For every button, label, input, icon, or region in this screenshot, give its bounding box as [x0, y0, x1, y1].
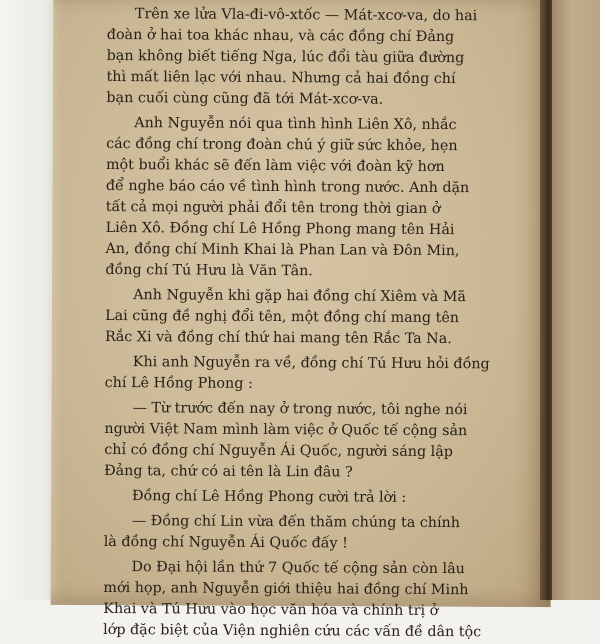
text-line: bạn cuối cùng cũng đã tới Mát-xcơ-va.: [106, 89, 384, 108]
text-line: lớp đặc biệt của Viện nghiên cứu các vấn đề dân tộc: [103, 621, 482, 641]
text-line: một buổi khác sẽ đến làm việc với đoàn kỹ hơn: [105, 156, 445, 176]
paragraph: [105, 285, 515, 351]
text-line: Liên Xô. Đồng chí Lê Hồng Phong mang tên Hải: [105, 219, 455, 239]
text-line: mới họp, anh Nguyễn giới thiệu hai đồng chí Minh: [103, 579, 469, 599]
text-line: Đảng ta, chứ có ai tên là Lin đâu ?: [104, 462, 353, 481]
paragraph: [104, 398, 515, 485]
text-line: để nghe báo cáo về tình hình trong nước. Anh dặn: [105, 177, 470, 197]
text-line: tất cả mọi người phải đổi tên trong thời gian ở: [105, 198, 441, 218]
text-line: Rắc Xi và đồng chí thứ hai mang tên Rắc Ta Na.: [104, 328, 452, 348]
text-line: thì mất liên lạc với nhau. Nhưng cả hai đồng chí: [106, 68, 456, 88]
text-line: — Đồng chí Lin vừa đến thăm chúng ta chính: [131, 513, 461, 532]
text-line: đoàn ở hai toa khác nhau, và các đồng chí Đảng: [106, 26, 455, 46]
text-line: An, đồng chí Minh Khai là Phan Lan và Đôn Min,: [105, 240, 460, 260]
text-line: bạn không biết tiếng Nga, lúc đổi tàu giữa đường: [106, 47, 465, 67]
text-line: chỉ có đồng chí Nguyễn Ái Quốc, người sáng lập: [104, 441, 453, 461]
paragraph: [105, 352, 515, 397]
paragraph: [104, 511, 514, 556]
paragraph: [104, 486, 514, 510]
paragraph: [105, 113, 516, 284]
paragraph: [103, 557, 514, 644]
text-line: Do Đại hội lần thứ 7 Quốc tế cộng sản còn lâu: [131, 559, 465, 578]
text-line: Khi anh Nguyễn ra về, đồng chí Tú Hưu hỏi đồng: [132, 354, 490, 373]
text-line: Lai cũng đề nghị đổi tên, một đồng chí mang tên: [105, 307, 460, 327]
text-line: Khai và Tú Hưu vào học văn hóa và chính trị ở: [103, 600, 439, 620]
text-line: là đồng chí Nguyễn Ái Quốc đấy !: [103, 533, 348, 552]
paragraph: [106, 4, 517, 112]
text-line: Anh Nguyễn khi gặp hai đồng chí Xiêm và Mã: [133, 287, 467, 306]
text-line: Đồng chí Lê Hồng Phong cười trả lời :: [131, 488, 407, 506]
text-line: Trên xe lửa Vla-đi-vô-xtốc — Mát-xcơ-va, do hai: [134, 6, 478, 25]
text-line: đồng chí Tú Hưu là Văn Tân.: [105, 261, 313, 280]
text-line: — Từ trước đến nay ở trong nước, tôi nghe nói: [132, 400, 468, 419]
text-line: người Việt Nam mình làm việc ở Quốc tế cộng sản: [104, 420, 468, 440]
text-line: các đồng chí trong đoàn chú ý giữ sức khỏe, hẹn: [106, 135, 458, 155]
adjacent-page-edge: [552, 0, 600, 600]
page-text-body: [103, 4, 517, 643]
text-line: Anh Nguyễn nói qua tình hình Liên Xô, nhắc: [134, 115, 457, 134]
text-line: chí Lê Hồng Phong :: [104, 374, 253, 392]
